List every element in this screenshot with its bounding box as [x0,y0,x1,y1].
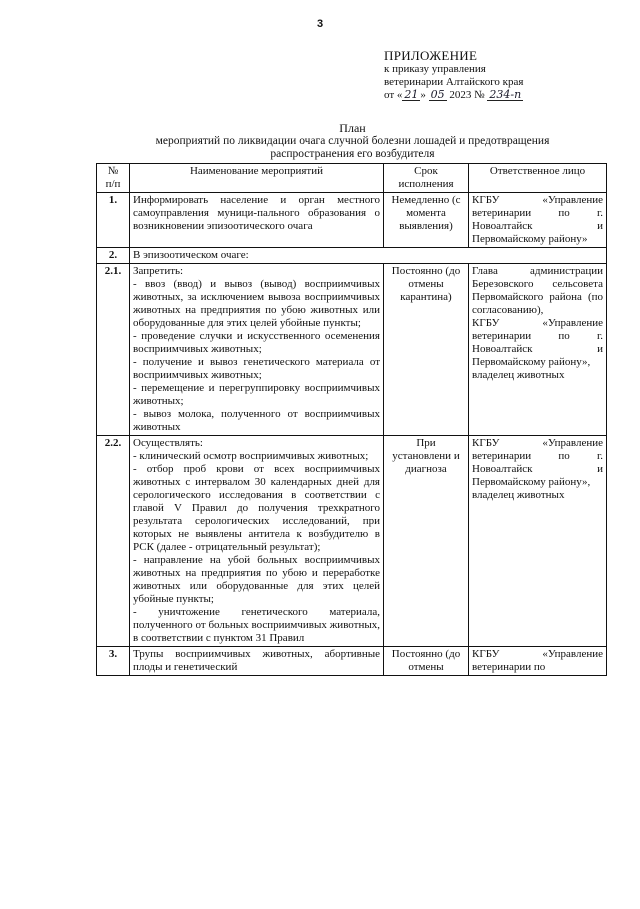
row-responsible: КГБУ «Управление ветеринарии по [469,647,607,676]
row-responsible: КГБУ «Управление ветеринарии по г. Новоалтайск и Первомайскому району» [469,193,607,248]
row-responsible: КГБУ «Управление ветеринарии по г. Новоалтайск и Первомайскому району», владелец животных [469,436,607,647]
row-number: 2.2. [97,436,130,647]
row-number: 1. [97,193,130,248]
header-name: Наименование мероприятий [130,164,384,193]
order-number: 234-п [489,88,522,101]
table-row [97,193,607,248]
appendix-title: ПРИЛОЖЕНИЕ [384,48,478,63]
date-prefix: от « [384,89,403,101]
row-term: При установлени и диагноза [384,436,469,647]
plan-title: План [339,121,366,135]
table-row [97,264,607,436]
row-number: 2.1. [97,264,130,436]
row-term: Постоянно (до отмены карантина) [384,264,469,436]
header-num: № п/п [97,164,130,193]
row-term: Немедленно (с момента выявления) [384,193,469,248]
plan-subtitle-1: мероприятий по ликвидации очага случной болезни лошадей и предотвращения [155,135,550,147]
row-term: Постоянно (до отмены [384,647,469,676]
appendix-line-2: ветеринарии Алтайского края [384,76,524,88]
appendix-block [384,48,604,102]
table-row [97,248,607,264]
row-measure: Информировать население и орган местного самоуправления муници-пального образования о возникновении эпизоотического очага [130,193,384,248]
date-mid: » [420,89,426,101]
row-responsible: Глава администрации Березовского сельсовета Первомайского района (по согласованию), КГБУ «Управление ветеринарии по г. Новоалтайск и Первомайскому району», владелец животных [469,264,607,436]
row-measure: Трупы восприимчивых животных, абортивные плоды и генетический [130,647,384,676]
plan-heading [100,122,605,161]
date-year-number: 2023 № [449,89,485,101]
table-row [97,436,607,647]
row-measure: Осуществлять: - клинический осмотр восприимчивых животных; - отбор проб крови от всех восприимчивых животных с интервалом 30 календарных дней для серологического исследования в соответствии с главой V Правил до получения трехкратного результата серологических исследований, при которых не выявлены антитела к возбудителю в РСК (далее - отрицательный результат); - направление на убой больных восприимчивых животных на предприятия по убою и переработке животных или оборудованные для этих целей убойные пункты; - уничтожение генетического материала, полученного от больных восприимчивых животных, в соответствии с пунктом 31 Правил [130,436,384,647]
appendix-date-line [384,89,604,102]
row-section-title: В эпизоотическом очаге: [130,248,607,264]
row-measure: Запретить: - ввоз (ввод) и вывоз (вывод) восприимчивых животных, за исключением вывоза восприимчивых животных на предприятия по убою животных или оборудованные для этих целей убойные пункты; - проведение случки и искусственного осеменения восприимчивых животных; - получение и вывоз генетического материала от восприимчивых животных; - перемещение и перегруппировку восприимчивых животных; - вывоз молока, полученного от восприимчивых животных [130,264,384,436]
header-term: Срок исполнения [384,164,469,193]
header-responsible: Ответственное лицо [469,164,607,193]
appendix-line-1: к приказу управления [384,63,486,75]
date-day: 21 [404,88,419,101]
row-number: 2. [97,248,130,264]
plan-subtitle-2: распространения его возбудителя [270,148,435,160]
table-header-row [97,164,607,193]
row-number: 3. [97,647,130,676]
date-month: 05 [430,88,445,101]
table-row [97,647,607,676]
measures-table [96,163,607,676]
page-number: 3 [316,18,324,30]
